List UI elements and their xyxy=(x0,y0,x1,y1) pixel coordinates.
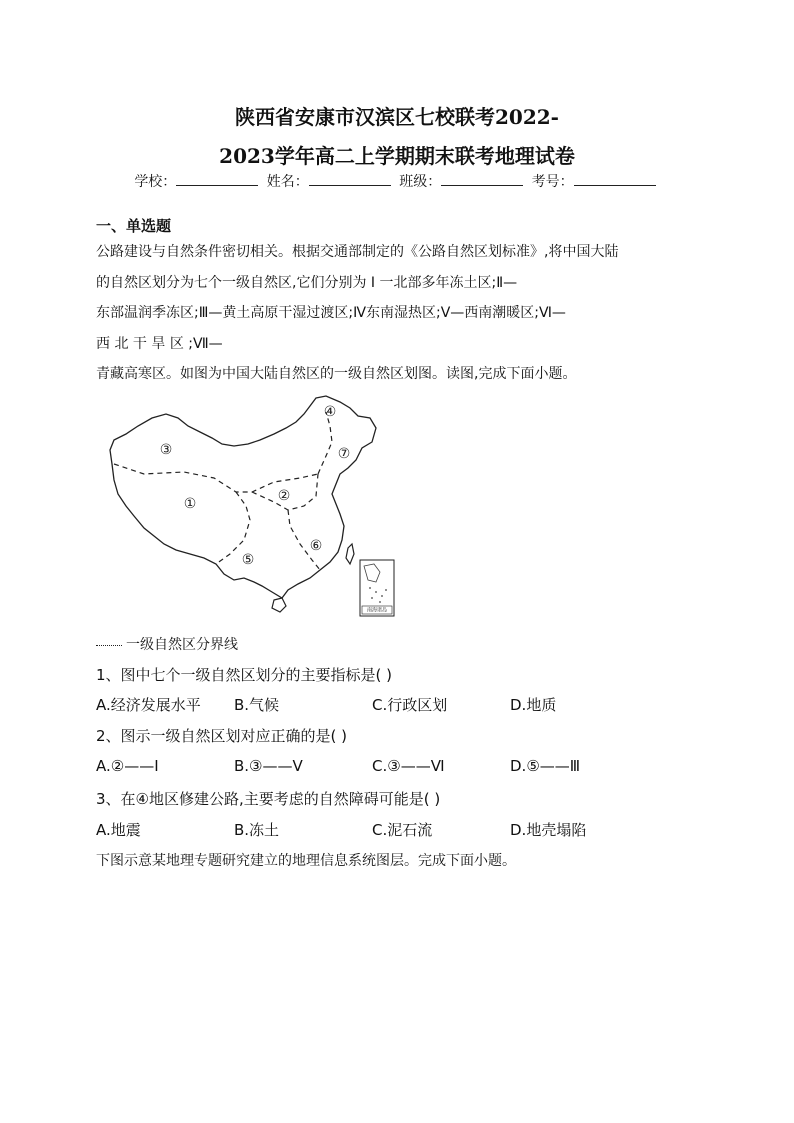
hainan-island xyxy=(272,598,286,612)
region-boundaries xyxy=(114,412,332,570)
passage-line-spread xyxy=(96,329,700,360)
map-legend xyxy=(96,634,238,654)
option-a[interactable]: A.地震 xyxy=(96,821,141,839)
region-label-6: ⑥ xyxy=(309,538,323,554)
region-label-3: ③ xyxy=(159,442,173,458)
name-label: 姓名： xyxy=(266,174,309,190)
exam-number-blank[interactable] xyxy=(574,172,656,186)
name-blank[interactable] xyxy=(309,172,391,186)
option-b[interactable]: B.③——Ⅴ xyxy=(234,757,303,775)
passage-line: 的自然区划分为七个一级自然区,它们分别为 Ⅰ 一北部多年冻土区;Ⅱ— xyxy=(96,274,518,291)
option-a[interactable]: A.②——Ⅰ xyxy=(96,757,159,775)
region-label-7: ⑦ xyxy=(337,446,351,462)
passage-line: 东部温润季冻区;Ⅲ—黄土高原干湿过渡区;Ⅳ东南湿热区;Ⅴ—西南潮暖区;Ⅵ— xyxy=(96,305,566,321)
exam-title-line2: 2023学年高二上学期期末联考地理试卷 xyxy=(219,144,575,168)
passage-word: 干 xyxy=(132,335,147,352)
question-1-stem: 1、图中七个一级自然区划分的主要指标是( ) xyxy=(96,666,393,684)
option-b[interactable]: B.冻土 xyxy=(234,821,280,839)
exam-title-line1: 陕西省安康市汉滨区七校联考2022- xyxy=(235,105,559,129)
school-label: 学校： xyxy=(134,174,177,190)
passage-word: 西 xyxy=(96,335,110,352)
school-blank[interactable] xyxy=(176,172,258,186)
passage-line: 青藏高寒区。如图为中国大陆自然区的一级自然区划图。读图,完成下面小题。 xyxy=(96,366,577,382)
student-info-row xyxy=(0,171,794,191)
passage-word: 北 xyxy=(114,335,129,352)
passage xyxy=(96,237,700,390)
region-label-5: ⑤ xyxy=(241,552,255,568)
region-label-4: ④ xyxy=(323,404,337,420)
exam-number-label: 考号： xyxy=(531,174,574,190)
option-c[interactable]: C.行政区划 xyxy=(372,696,448,714)
dashed-line-symbol xyxy=(96,645,122,646)
option-a[interactable]: A.经济发展水平 xyxy=(96,696,201,714)
option-c[interactable]: C.③——Ⅵ xyxy=(372,757,445,775)
passage-word: 旱 xyxy=(151,335,166,352)
question-3-stem: 3、在④地区修建公路,主要考虑的自然障碍可能是( ) xyxy=(96,790,441,808)
class-label: 班级： xyxy=(399,174,442,190)
inset-caption: 南海诸岛 xyxy=(366,607,388,614)
region-label-2: ② xyxy=(277,488,291,504)
passage-word: ;Ⅶ— xyxy=(188,335,223,352)
south-china-sea-inset xyxy=(360,560,394,616)
class-blank[interactable] xyxy=(441,172,523,186)
option-d[interactable]: D.⑤——Ⅲ xyxy=(510,757,581,775)
option-d[interactable]: D.地质 xyxy=(510,696,557,714)
option-d[interactable]: D.地壳塌陷 xyxy=(510,821,587,839)
section-heading: 一、单选题 xyxy=(96,217,172,235)
legend-label: 一级自然区分界线 xyxy=(126,637,238,653)
question-2-stem: 2、图示一级自然区划对应正确的是( ) xyxy=(96,727,348,745)
option-b[interactable]: B.气候 xyxy=(234,696,280,714)
passage-word: 区 xyxy=(169,335,184,352)
passage-line: 公路建设与自然条件密切相关。根据交通部制定的《公路自然区划标准》,将中国大陆 xyxy=(96,244,619,260)
region-label-1: ① xyxy=(183,496,197,512)
option-c[interactable]: C.泥石流 xyxy=(372,821,433,839)
taiwan-island xyxy=(346,544,354,564)
china-natural-regions-map xyxy=(104,394,404,618)
closing-instruction: 下图示意某地理专题研究建立的地理信息系统图层。完成下面小题。 xyxy=(96,853,516,869)
